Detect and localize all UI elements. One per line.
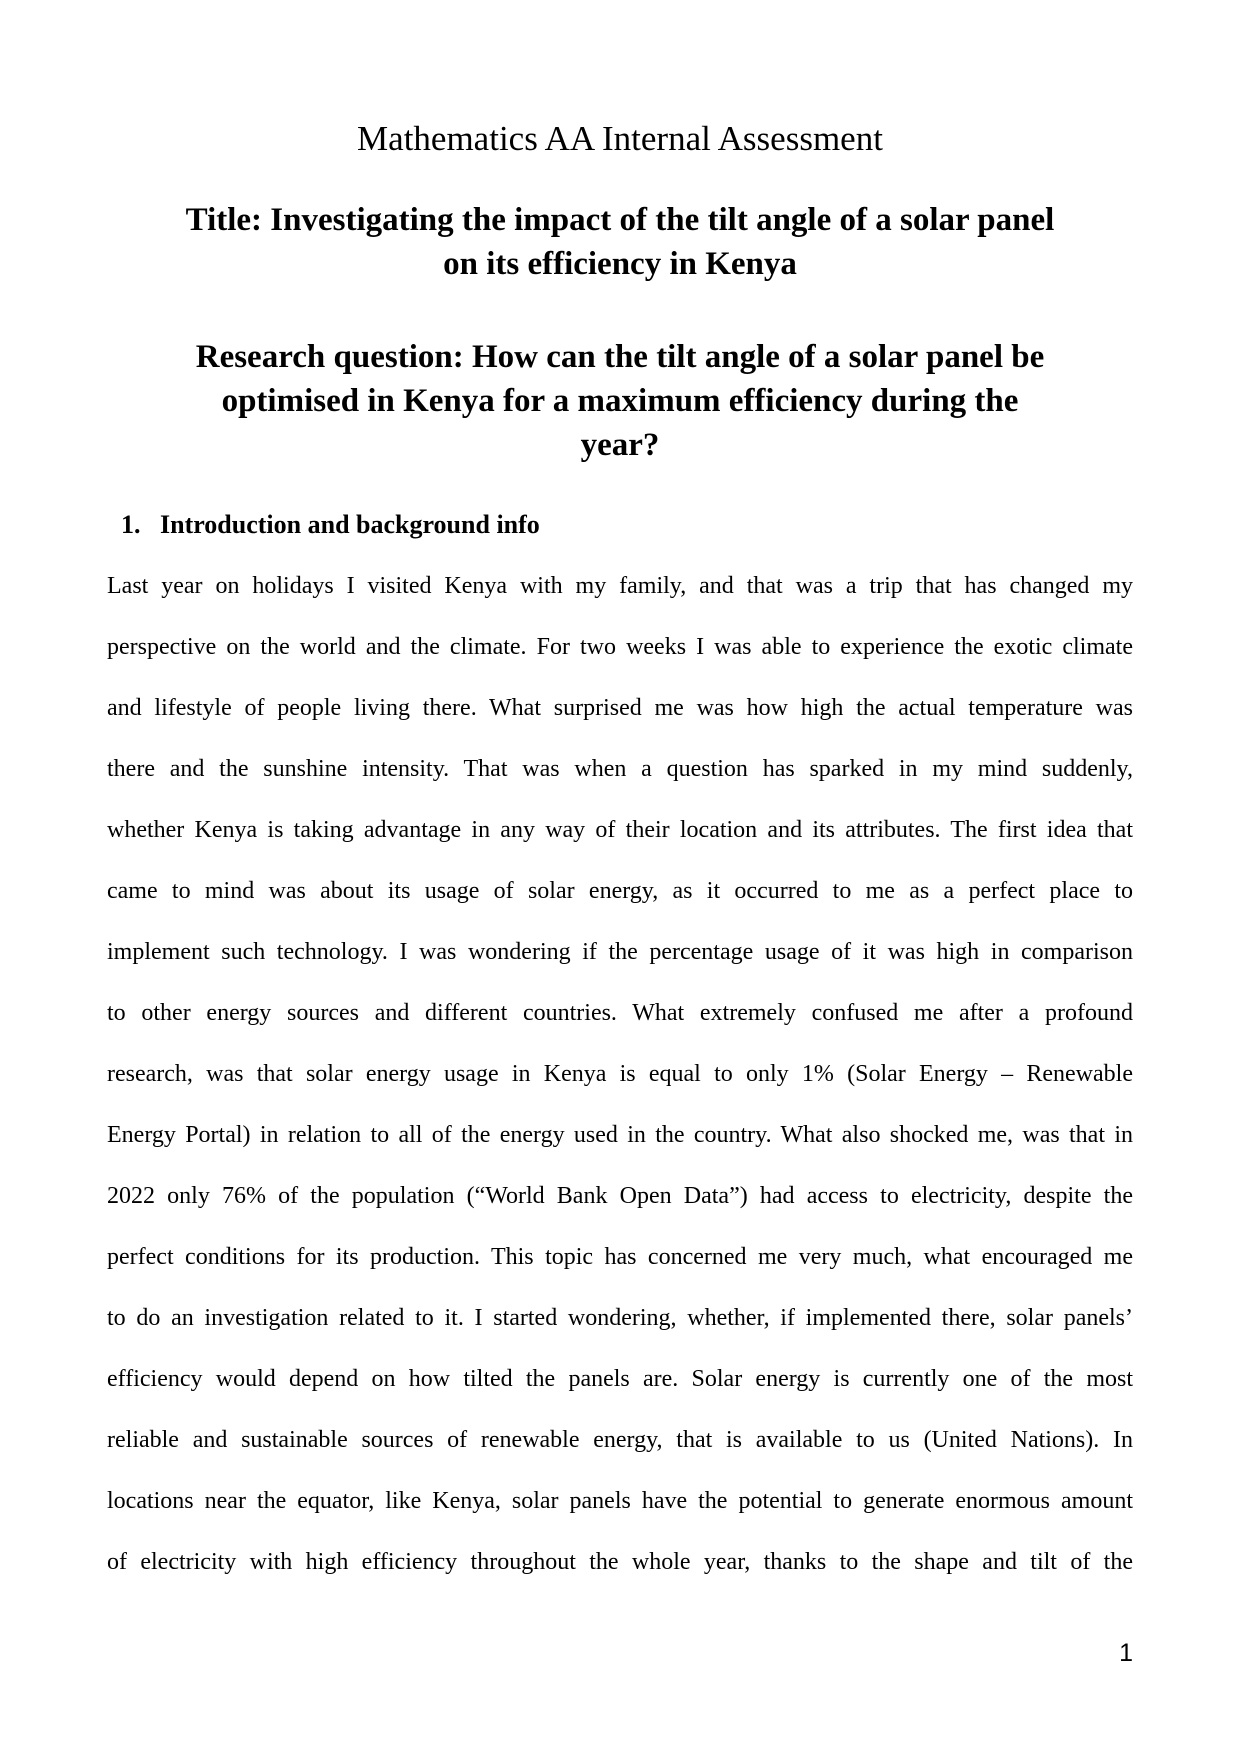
document-title-line-1: Title: Investigating the impact of the tilt angle of a solar panel <box>185 202 1055 238</box>
document-title-line-2: on its efficiency in Kenya <box>443 246 797 282</box>
paragraph-line: and lifestyle of people living there. What surprised me was how high the actual temperature was <box>107 695 1133 721</box>
paragraph-line: research, was that solar energy usage in Kenya is equal to only 1% (Solar Energy – Renewable <box>107 1061 1133 1087</box>
paragraph-line: 2022 only 76% of the population (“World Bank Open Data”) had access to electricity, despite the <box>107 1183 1133 1209</box>
research-question-line-3: year? <box>580 427 660 463</box>
page-number: 1 <box>1119 1639 1133 1667</box>
paragraph-line: of electricity with high efficiency throughout the whole year, thanks to the shape and tilt of the <box>107 1549 1133 1575</box>
paragraph-line: Last year on holidays I visited Kenya with my family, and that was a trip that has changed my <box>107 573 1133 599</box>
research-question-line-1: Research question: How can the tilt angle of a solar panel be <box>195 339 1045 375</box>
paragraph-line: reliable and sustainable sources of renewable energy, that is available to us (United Nations). In <box>107 1427 1133 1453</box>
paragraph-line: perspective on the world and the climate. For two weeks I was able to experience the exotic climate <box>107 634 1133 660</box>
document-title <box>107 198 1133 286</box>
paragraph-line: whether Kenya is taking advantage in any way of their location and its attributes. The first idea that <box>107 817 1133 843</box>
paragraph-line: to other energy sources and different countries. What extremely confused me after a profound <box>107 1000 1133 1026</box>
paragraph-line: to do an investigation related to it. I started wondering, whether, if implemented there, solar panels’ <box>107 1305 1133 1331</box>
introduction-paragraph <box>107 556 1133 1593</box>
section-heading-introduction <box>121 505 1133 545</box>
paragraph-line: came to mind was about its usage of solar energy, as it occurred to me as a perfect place to <box>107 878 1133 904</box>
section-number: 1. <box>121 510 141 539</box>
research-question-line-2: optimised in Kenya for a maximum efficiency during the <box>221 383 1019 419</box>
paragraph-line: perfect conditions for its production. This topic has concerned me very much, what encouraged me <box>107 1244 1133 1270</box>
document-header-title: Mathematics AA Internal Assessment <box>357 119 883 158</box>
paragraph-line: implement such technology. I was wondering if the percentage usage of it was high in comparison <box>107 939 1133 965</box>
paragraph-line: there and the sunshine intensity. That was when a question has sparked in my mind suddenly, <box>107 756 1133 782</box>
research-question <box>107 335 1133 467</box>
paragraph-line: locations near the equator, like Kenya, solar panels have the potential to generate enormous amount <box>107 1488 1133 1514</box>
section-title: Introduction and background info <box>160 510 540 539</box>
paragraph-line: Energy Portal) in relation to all of the energy used in the country. What also shocked me, was that in <box>107 1122 1133 1148</box>
paragraph-line: efficiency would depend on how tilted the panels are. Solar energy is currently one of the most <box>107 1366 1133 1392</box>
